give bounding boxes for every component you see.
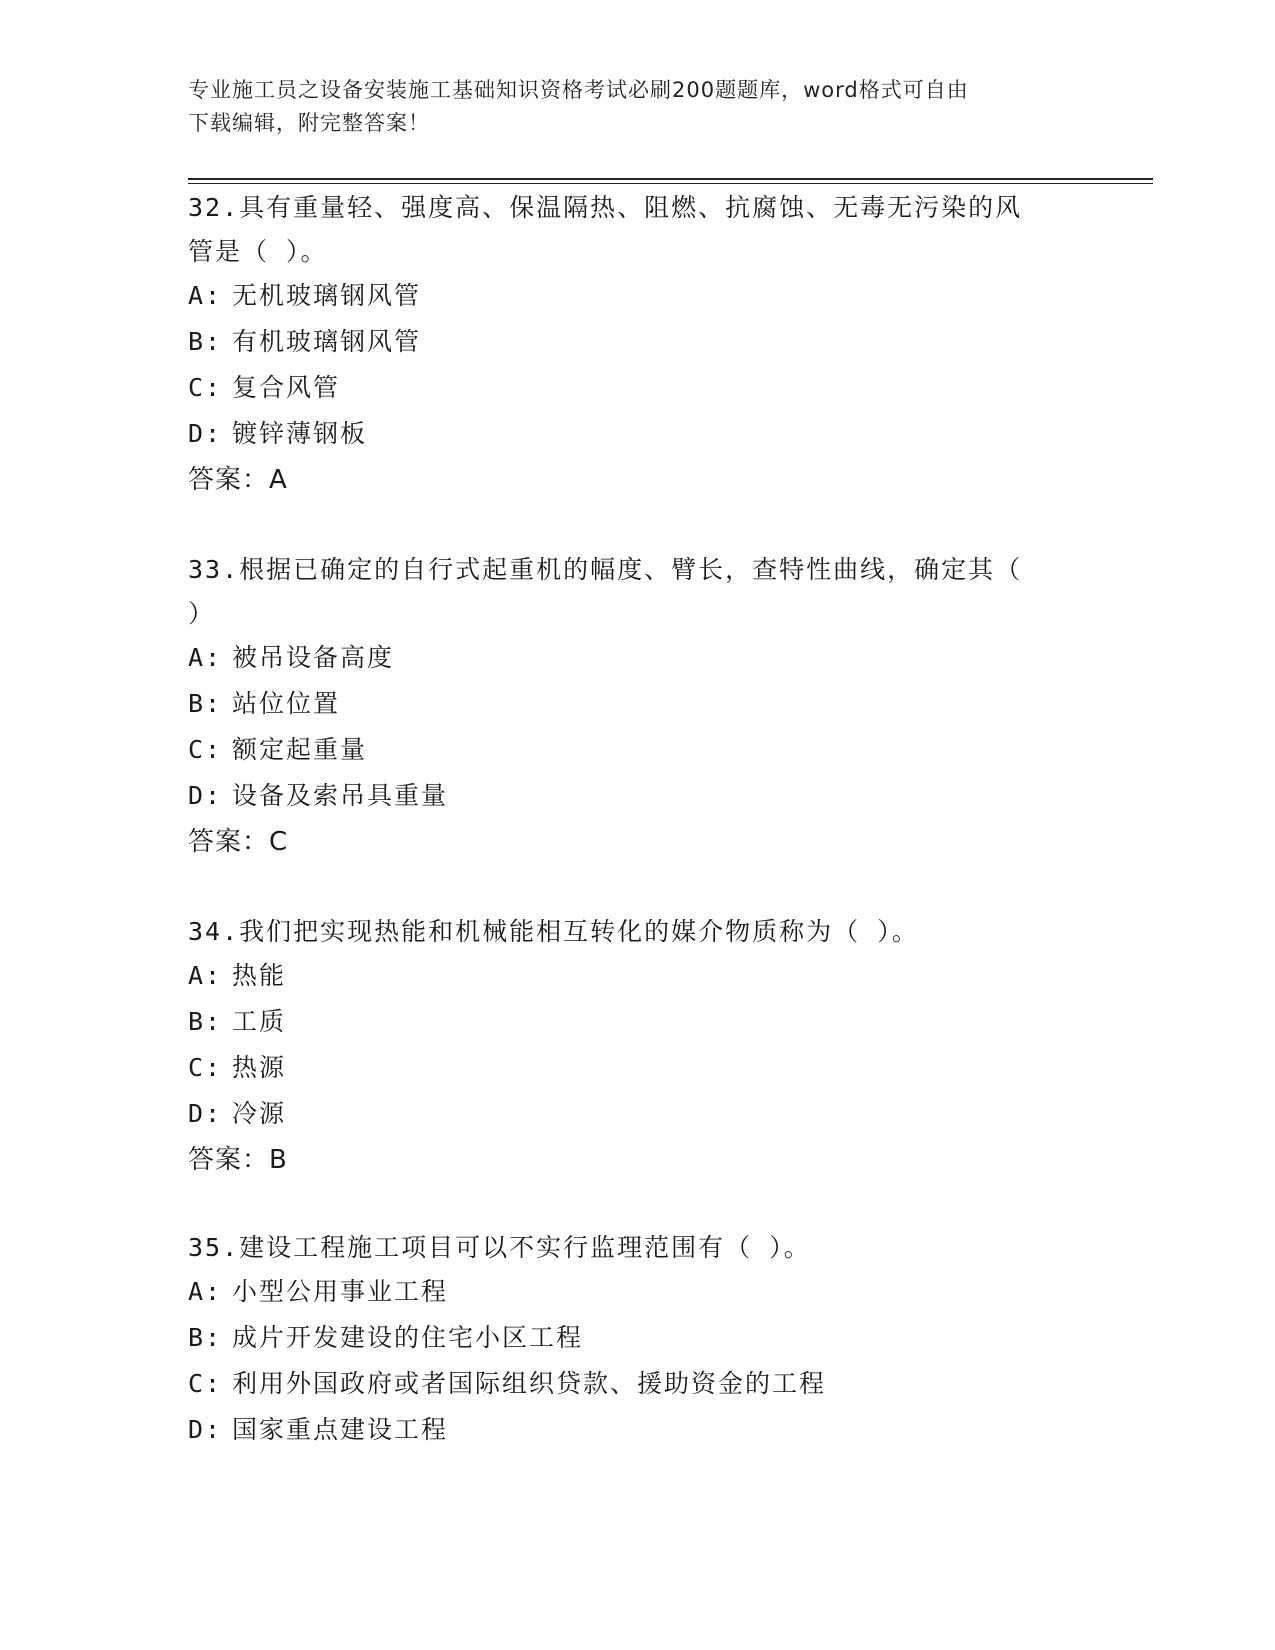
option-b [188,682,1088,728]
option-text: 无机玻璃钢风管 [232,281,422,310]
option-letter: A: [188,281,223,310]
stem-line: 35.建设工程施工项目可以不实行监理范围有（ ）。 [188,1233,811,1262]
option-letter: C: [188,373,223,402]
option-letter: B: [188,689,223,718]
option-a [188,636,1088,682]
stem-line: 34.我们把实现热能和机械能相互转化的媒介物质称为（ ）。 [188,917,919,946]
option-text: 被吊设备高度 [232,643,395,672]
option-letter: A: [188,643,223,672]
option-text: 成片开发建设的住宅小区工程 [232,1323,584,1352]
answer: 答案：C [188,827,289,857]
question-35 [188,1226,1088,1454]
option-d [188,1408,1088,1454]
option-b [188,1000,1088,1046]
stem-line: 管是（ ）。 [188,237,328,266]
option-d [188,1092,1088,1138]
option-a [188,1270,1088,1316]
header-line-1: 专业施工员之设备安装施工基础知识资格考试必刷200题题库，word格式可自由 [188,78,969,102]
option-a [188,954,1088,1000]
option-text: 热源 [232,1053,287,1082]
question-32 [188,186,1088,502]
option-letter: B: [188,1007,223,1036]
question-stem [188,186,1088,274]
option-letter: D: [188,1415,223,1444]
option-c [188,728,1088,774]
question-33 [188,548,1088,864]
option-letter: A: [188,961,223,990]
option-text: 复合风管 [232,373,341,402]
option-c [188,1362,1088,1408]
question-34 [188,910,1088,1182]
header-divider-thick [188,178,1153,180]
option-text: 站位位置 [232,689,341,718]
stem-line: 32.具有重量轻、强度高、保温隔热、阻燃、抗腐蚀、无毒无污染的风 [188,193,1023,222]
option-text: 利用外国政府或者国际组织贷款、援助资金的工程 [232,1369,827,1398]
header-divider-thin [188,183,1153,184]
option-a [188,274,1088,320]
option-letter: B: [188,327,223,356]
option-text: 额定起重量 [232,735,368,764]
option-text: 小型公用事业工程 [232,1277,449,1306]
question-stem [188,910,1088,954]
option-b [188,1316,1088,1362]
question-stem [188,548,1088,636]
option-letter: D: [188,1099,223,1128]
option-letter: C: [188,1053,223,1082]
stem-line: ） [188,599,216,628]
option-c [188,366,1088,412]
document-header [188,74,1068,140]
option-b [188,320,1088,366]
option-letter: C: [188,1369,223,1398]
answer: 答案：A [188,465,288,495]
option-letter: A: [188,1277,223,1306]
option-letter: C: [188,735,223,764]
option-letter: D: [188,419,223,448]
question-stem [188,1226,1088,1270]
option-text: 冷源 [232,1099,287,1128]
option-letter: B: [188,1323,223,1352]
option-text: 有机玻璃钢风管 [232,327,422,356]
stem-line: 33.根据已确定的自行式起重机的幅度、臂长，查特性曲线，确定其（ [188,555,1023,584]
option-text: 工质 [232,1007,287,1036]
header-line-2: 下载编辑，附完整答案！ [188,111,430,135]
option-text: 国家重点建设工程 [232,1415,449,1444]
option-text: 热能 [232,961,287,990]
option-letter: D: [188,781,223,810]
option-text: 设备及索吊具重量 [232,781,449,810]
option-c [188,1046,1088,1092]
option-d [188,412,1088,458]
answer: 答案：B [188,1145,288,1175]
option-d [188,774,1088,820]
option-text: 镀锌薄钢板 [232,419,368,448]
